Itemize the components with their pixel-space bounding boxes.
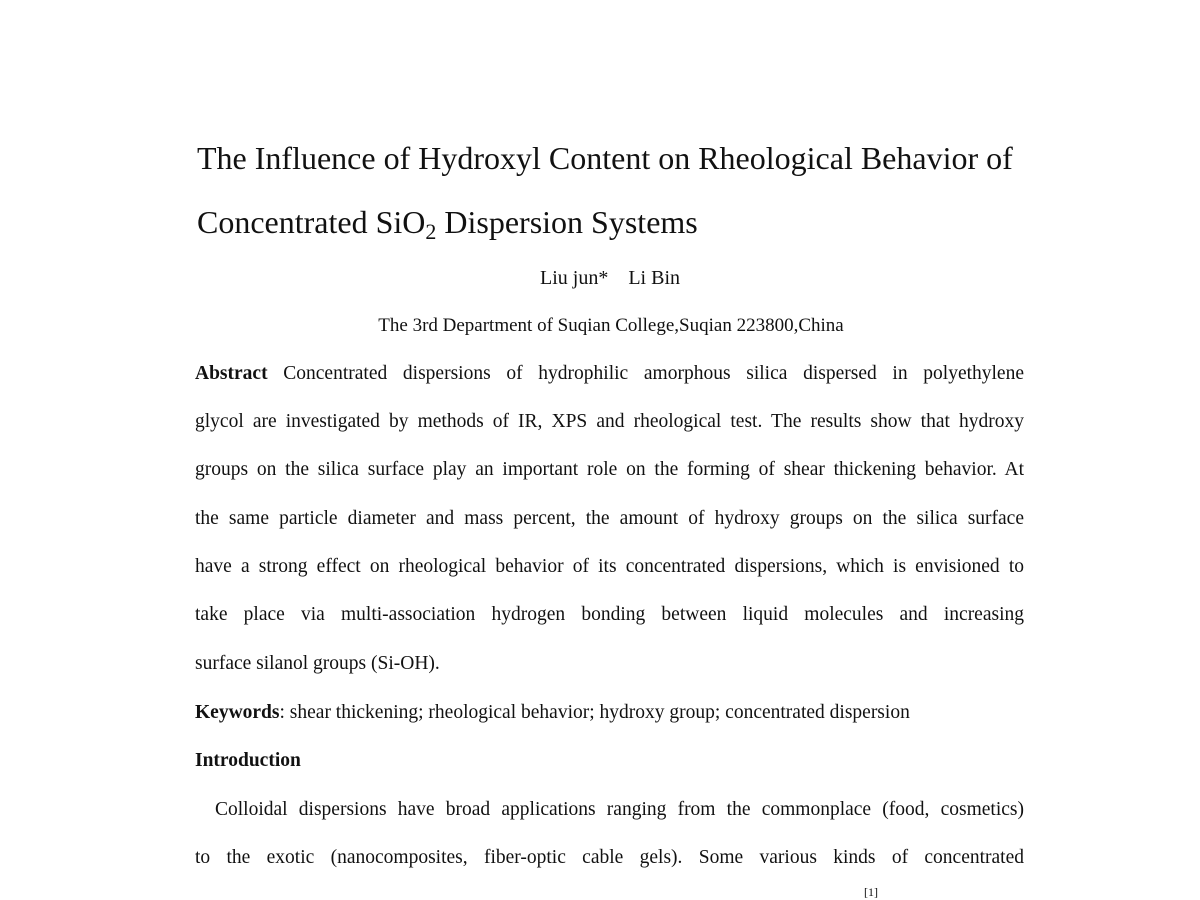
keywords-line <box>195 699 1024 727</box>
keywords-label: Keywords <box>195 702 280 723</box>
paper-title-line-1: The Influence of Hydroxyl Content on Rheological Behavior of <box>197 140 1013 176</box>
introduction-heading: Introduction <box>195 750 301 771</box>
abstract-line-7: surface silanol groups (Si-OH). <box>195 653 440 674</box>
keywords-text: : shear thickening; rheological behavior; hydroxy group; concentrated dispersion <box>279 702 910 723</box>
abstract-line-5: have a strong effect on rheological behavior of its concentrated dispersions, which is envisioned to <box>195 556 1024 577</box>
reference-mark: [1] <box>864 885 878 899</box>
abstract-line-1 <box>195 360 1024 388</box>
abstract-text-1: Concentrated dispersions of hydrophilic amorphous silica dispersed in polyethylene <box>267 363 1024 384</box>
affiliation: The 3rd Department of Suqian College,Suqian 223800,China <box>378 315 844 336</box>
abstract-line-4: the same particle diameter and mass percent, the amount of hydroxy groups on the silica surface <box>195 508 1024 529</box>
abstract-line-2: glycol are investigated by methods of IR, XPS and rheological test. The results show that hydroxy <box>195 411 1024 432</box>
paper-title-line-2 <box>197 202 1077 242</box>
abstract-label: Abstract <box>195 363 268 384</box>
title-subscript: 2 <box>425 219 437 244</box>
intro-line-1: Colloidal dispersions have broad applications ranging from the commonplace (food, cosmetics) <box>215 799 1024 820</box>
intro-line-2: to the exotic (nanocomposites, fiber-optic cable gels). Some various kinds of concentrated <box>195 847 1024 868</box>
abstract-line-3: groups on the silica surface play an important role on the forming of shear thickening behavior. At <box>195 459 1024 480</box>
abstract-line-6: take place via multi-association hydrogen bonding between liquid molecules and increasing <box>195 604 1024 625</box>
title-text-b: Dispersion Systems <box>436 204 698 240</box>
title-text-a: Concentrated SiO <box>197 204 426 240</box>
authors: Liu jun* Li Bin <box>540 267 680 289</box>
